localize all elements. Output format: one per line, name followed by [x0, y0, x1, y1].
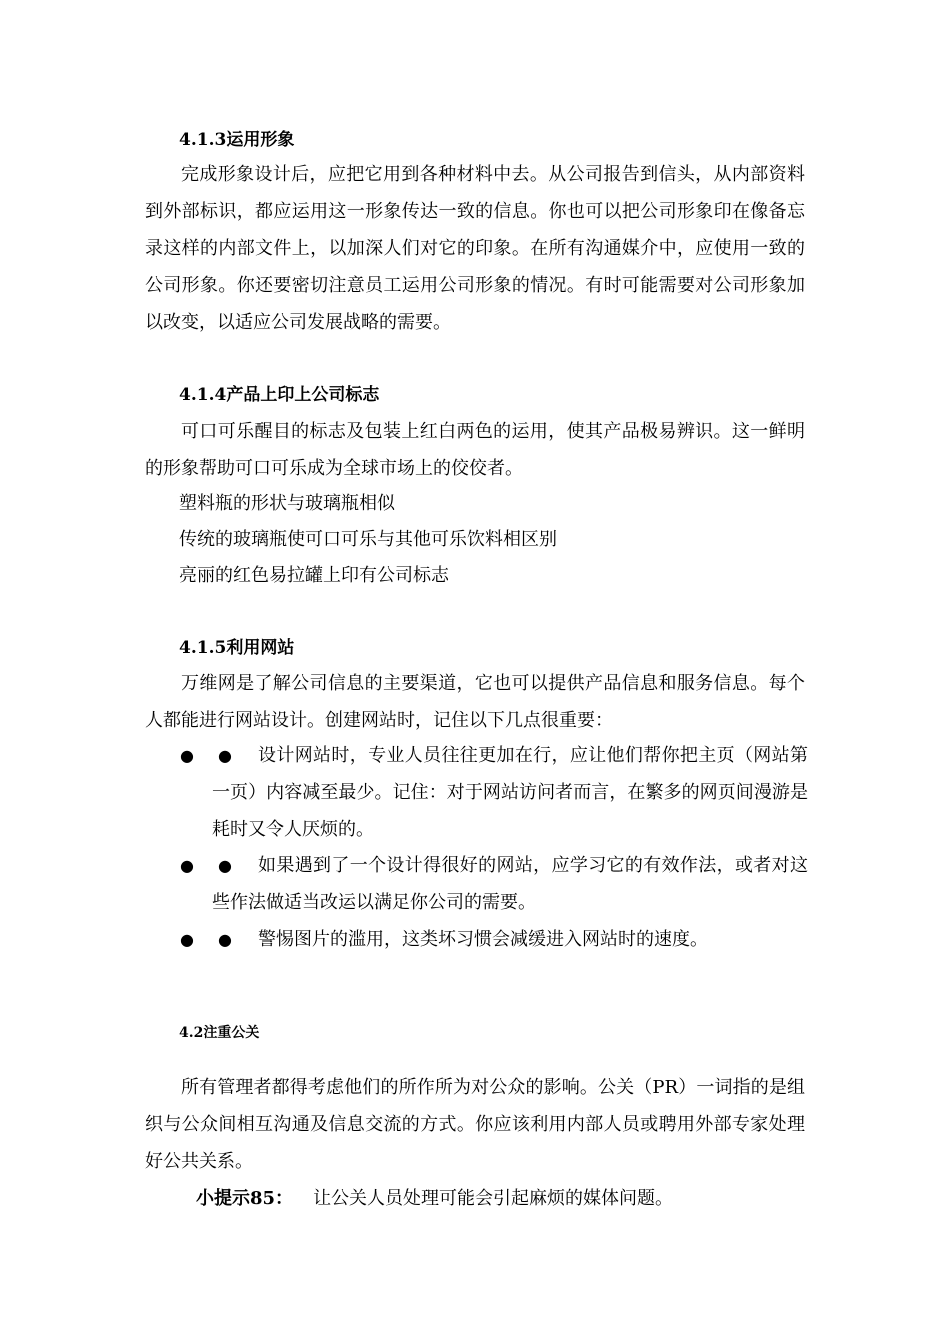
- bullet-text: 警惕图片的滥用，这类坏习惯会减缓进入网站时的速度。: [258, 929, 708, 950]
- section-heading-4-1-3: 4.1.3运用形象: [179, 130, 295, 150]
- tip-text: 让公关人员处理可能会引起麻烦的媒体问题。: [313, 1188, 674, 1209]
- section-paragraph-4-1-5: 万维网是了解公司信息的主要渠道，它也可以提供产品信息和服务信息。每个人都能进行网站设计。创建网站时，记住以下几点很重要：: [145, 673, 805, 731]
- bullet-icon: ●: [180, 856, 194, 875]
- section-paragraph-4-1-3: 完成形象设计后，应把它用到各种材料中去。从公司报告到信头，从内部资料到外部标识，都应运用这一形象传达一致的信息。你也可以把公司形象印在像备忘录这样的内部文件上，以加深人们对它的印象。在所有沟通媒介中，应使用一致的公司形象。你还要密切注意员工运用公司形象的情况。有时可能需要对公司形象加以改变，以适应公司发展战略的需要。: [145, 164, 805, 333]
- bullet-icon: ●: [218, 930, 232, 949]
- section-paragraph-4-2: 所有管理者都得考虑他们的所作所为对公众的影响。公关（PR）一词指的是组织与公众间相互沟通及信息交流的方式。你应该利用内部人员或聘用外部专家处理好公共关系。: [145, 1077, 805, 1172]
- section-heading-4-2: 4.2注重公关: [179, 1025, 260, 1041]
- section-heading-4-1-4: 4.1.4产品上印上公司标志: [179, 385, 380, 405]
- bullet-icon: ●: [180, 746, 194, 765]
- section-heading-4-1-5: 4.1.5利用网站: [179, 638, 295, 658]
- list-item: 亮丽的红色易拉罐上印有公司标志: [179, 565, 449, 586]
- tip-label: 小提示85：: [196, 1188, 294, 1209]
- bullet-icon: ●: [180, 930, 194, 949]
- tip-callout: [196, 1186, 673, 1212]
- bullet-text: 如果遇到了一个设计得很好的网站，应学习它的有效作法，或者对这些作法做适当改运以满足你公司的需要。: [212, 855, 808, 913]
- list-item: 传统的玻璃瓶使可口可乐与其他可乐饮料相区别: [179, 529, 557, 550]
- bullet-icon: ●: [218, 746, 232, 765]
- bullet-text: 设计网站时，专业人员往往更加在行，应让他们帮你把主页（网站第一页）内容减至最少。记住：对于网站访问者而言，在繁多的网页间漫游是耗时又令人厌烦的。: [212, 745, 808, 840]
- bullet-icon: ●: [218, 856, 232, 875]
- section-paragraph-4-1-4: 可口可乐醒目的标志及包装上红白两色的运用，使其产品极易辨识。这一鲜明的形象帮助可口可乐成为全球市场上的佼佼者。: [145, 421, 805, 479]
- list-item: 塑料瓶的形状与玻璃瓶相似: [179, 493, 395, 514]
